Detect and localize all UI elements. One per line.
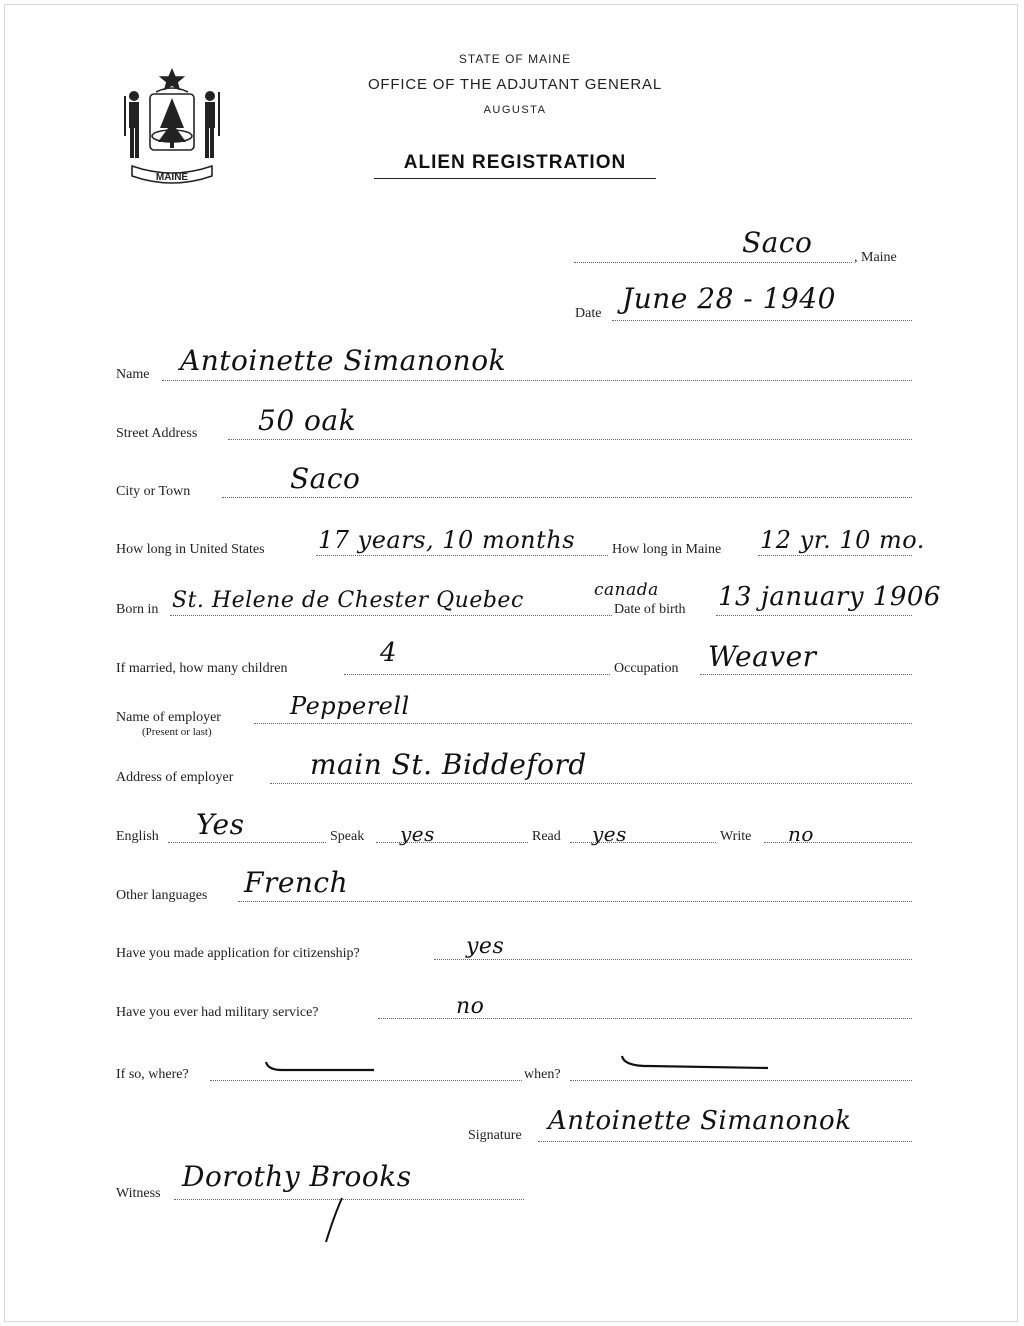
street-label: Street Address	[116, 426, 198, 441]
how-long-maine-value: 12 yr. 10 mo.	[760, 526, 925, 554]
read-value: yes	[592, 822, 627, 846]
employer-value: Pepperell	[290, 692, 410, 720]
witness-label: Witness	[116, 1186, 161, 1201]
employer-address-line	[270, 783, 912, 784]
title-underline	[374, 178, 656, 179]
date-label: Date	[575, 306, 602, 321]
how-long-maine-line	[758, 555, 912, 556]
born-in-country: canada	[594, 580, 659, 600]
place-value: Saco	[742, 226, 813, 259]
name-label: Name	[116, 367, 150, 382]
where-dash-mark	[262, 1058, 382, 1078]
born-in-label: Born in	[116, 602, 159, 617]
where-label: If so, where?	[116, 1067, 189, 1082]
page-title: ALIEN REGISTRATION	[403, 152, 627, 173]
english-value: Yes	[196, 808, 245, 841]
children-label: If married, how many children	[116, 661, 288, 676]
citizenship-label: Have you made application for citizenship?	[116, 946, 360, 961]
place-line	[574, 262, 852, 263]
children-value: 4	[380, 638, 398, 668]
english-label: English	[116, 829, 159, 844]
citizenship-value: yes	[466, 934, 505, 959]
name-value: Antoinette Simanonok	[180, 344, 507, 377]
signature-label: Signature	[468, 1128, 522, 1143]
how-long-us-line	[316, 555, 608, 556]
citizenship-line	[434, 959, 912, 960]
how-long-us-value: 17 years, 10 months	[318, 526, 576, 554]
date-of-birth-value: 13 january 1906	[718, 582, 941, 612]
military-label: Have you ever had military service?	[116, 1005, 319, 1020]
how-long-maine-label: How long in Maine	[612, 542, 722, 557]
name-line	[162, 380, 912, 381]
state-heading: STATE OF MAINE	[458, 52, 572, 66]
office-heading: OFFICE OF THE ADJUTANT GENERAL	[367, 76, 663, 93]
date-of-birth-line	[716, 615, 912, 616]
signature-line	[538, 1141, 912, 1142]
military-value: no	[456, 994, 485, 1019]
write-value: no	[788, 822, 814, 846]
born-in-value: St. Helene de Chester Quebec	[172, 588, 524, 613]
city-value: Saco	[290, 462, 361, 495]
english-line	[168, 842, 326, 843]
other-languages-line	[238, 901, 912, 902]
how-long-us-label: How long in United States	[116, 542, 265, 557]
seal-text: MAINE	[155, 172, 189, 183]
occupation-label: Occupation	[614, 661, 679, 676]
signature-value: Antoinette Simanonok	[548, 1106, 852, 1136]
maine-label: , Maine	[854, 250, 897, 265]
speak-value: yes	[400, 822, 435, 846]
employer-line	[254, 723, 912, 724]
when-line	[570, 1080, 912, 1081]
born-in-line	[170, 615, 612, 616]
occupation-line	[700, 674, 912, 675]
employer-note: (Present or last)	[142, 726, 212, 738]
city-heading: AUGUSTA	[483, 104, 547, 116]
street-value: 50 oak	[258, 404, 357, 437]
when-label: when?	[524, 1067, 561, 1082]
employer-address-value: main St. Biddeford	[310, 748, 587, 781]
state-of-maine-seal-icon	[118, 66, 226, 192]
write-line	[764, 842, 912, 843]
where-line	[210, 1080, 522, 1081]
speak-label: Speak	[330, 829, 365, 844]
read-label: Read	[532, 829, 561, 844]
employer-address-label: Address of employer	[116, 770, 234, 785]
witness-value: Dorothy Brooks	[182, 1160, 412, 1193]
city-line	[222, 497, 912, 498]
children-line	[344, 674, 610, 675]
other-languages-value: French	[244, 866, 349, 899]
speak-line	[376, 842, 528, 843]
witness-pen-stroke	[320, 1196, 350, 1246]
city-label: City or Town	[116, 484, 191, 499]
when-dash-mark	[618, 1052, 778, 1078]
date-line	[612, 320, 912, 321]
write-label: Write	[720, 829, 752, 844]
street-line	[228, 439, 912, 440]
occupation-value: Weaver	[708, 640, 817, 673]
date-value: June 28 - 1940	[622, 282, 836, 315]
date-of-birth-label: Date of birth	[614, 602, 686, 617]
other-languages-label: Other languages	[116, 888, 208, 903]
employer-label: Name of employer	[116, 710, 221, 725]
